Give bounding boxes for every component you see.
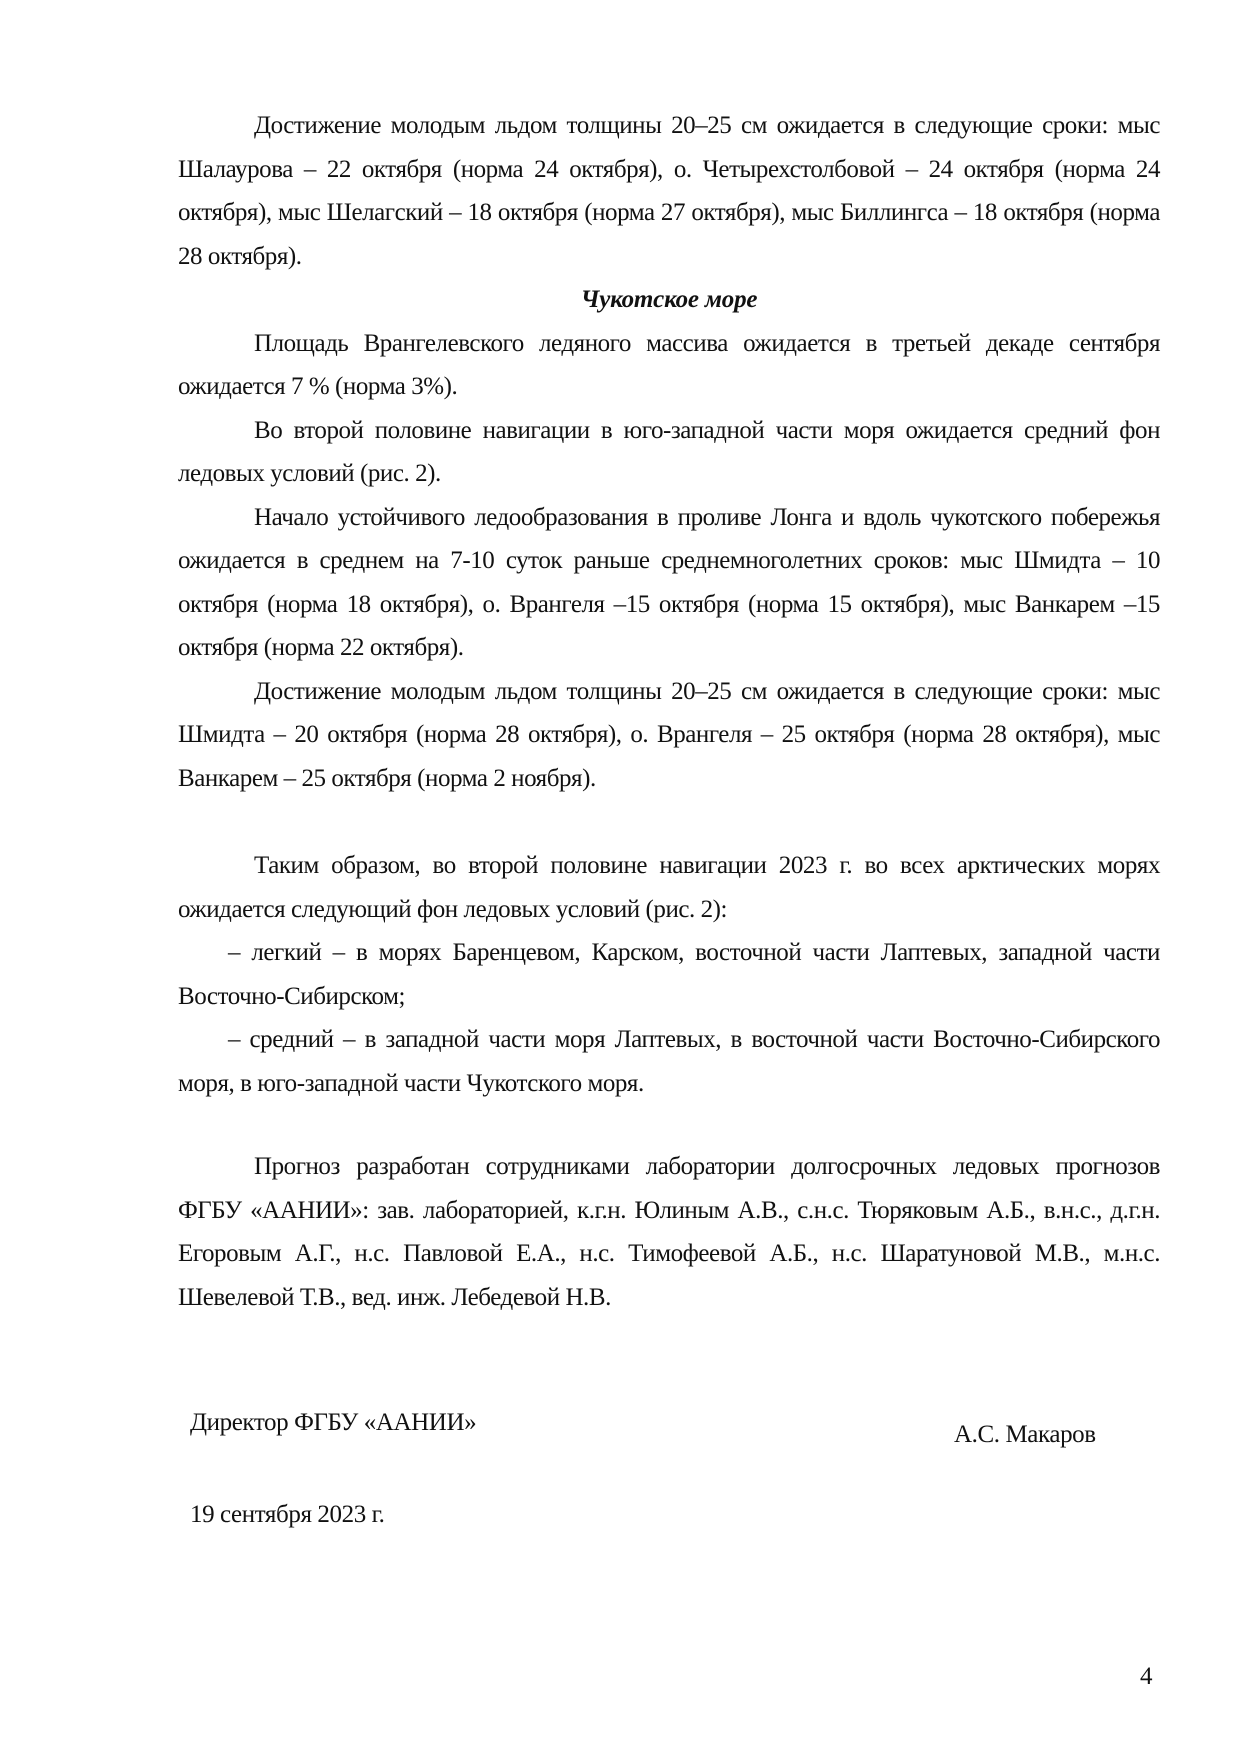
- document-date: 19 сентября 2023 г.: [190, 1501, 385, 1528]
- signature-name: А.С. Макаров: [954, 1421, 1096, 1448]
- section-heading-chukchi-sea: Чукотское море: [580, 286, 758, 313]
- paragraph-second-half-navigation: Во второй половине навигации в юго-западной части моря ожидается средний фон ледовых условий (рис. 2).: [178, 416, 1160, 487]
- paragraph-chukchi-young-ice: Достижение молодым льдом толщины 20–25 см ожидается в следующие сроки: мыс Шмидта – 20 октября (норма 28 октября), о. Врангеля – 25 октября (норма 28 октября), мыс Ванкарем – 25 октября (норма 2 ноября).: [178, 677, 1160, 792]
- paragraph-wrangel-ice-massif: Площадь Врангелевского ледяного массива ожидается в третьей декаде сентября ожидается 7 % (норма 3%).: [178, 329, 1160, 400]
- list-item-medium-conditions: – средний – в западной части моря Лаптевых, в восточной части Восточно-Сибирского моря, в юго-западной части Чукотского моря.: [178, 1026, 1160, 1097]
- paragraph-freeze-up-onset: Начало устойчивого ледообразования в проливе Лонга и вдоль чукотского побережья ожидается в среднем на 7-10 суток раньше среднемноголетних сроков: мыс Шмидта – 10 октября (норма 18 октября), о. Врангеля –15 октября (норма 15 октября), мыс Ванкарем –15 октября (норма 22 октября).: [178, 503, 1160, 661]
- paragraph-east-siberian-young-ice: Достижение молодым льдом толщины 20–25 см ожидается в следующие сроки: мыс Шалаурова – 22 октября (норма 24 октября), о. Четырехстолбовой – 24 октября (норма 24 октября), мыс Шелагский – 18 октября (норма 27 октября), мыс Биллингса – 18 октября (норма 28 октября).: [178, 112, 1160, 270]
- list-item-light-conditions: – легкий – в морях Баренцевом, Карском, восточной части Лаптевых, западной части Восточно-Сибирском;: [178, 939, 1160, 1010]
- page-number: 4: [1140, 1663, 1153, 1690]
- document-body: [178, 104, 1160, 1319]
- paragraph-authors: Прогноз разработан сотрудниками лаборатории долгосрочных ледовых прогнозов ФГБУ «ААНИИ»: зав. лабораторией, к.г.н. Юлиным А.В., с.н.с. Тюряковым А.Б., в.н.с., д.г.н. Егоровым А.Г., н.с. Павловой Е.А., н.с. Тимофеевой А.Б., н.с. Шаратуновой М.В., м.н.с. Шевелевой Т.В., вед. инж. Лебедевой Н.В.: [178, 1153, 1160, 1311]
- signature-title: Директор ФГБУ «ААНИИ»: [190, 1409, 477, 1436]
- paragraph-summary: Таким образом, во второй половине навигации 2023 г. во всех арктических морях ожидается следующий фон ледовых условий (рис. 2):: [178, 852, 1160, 923]
